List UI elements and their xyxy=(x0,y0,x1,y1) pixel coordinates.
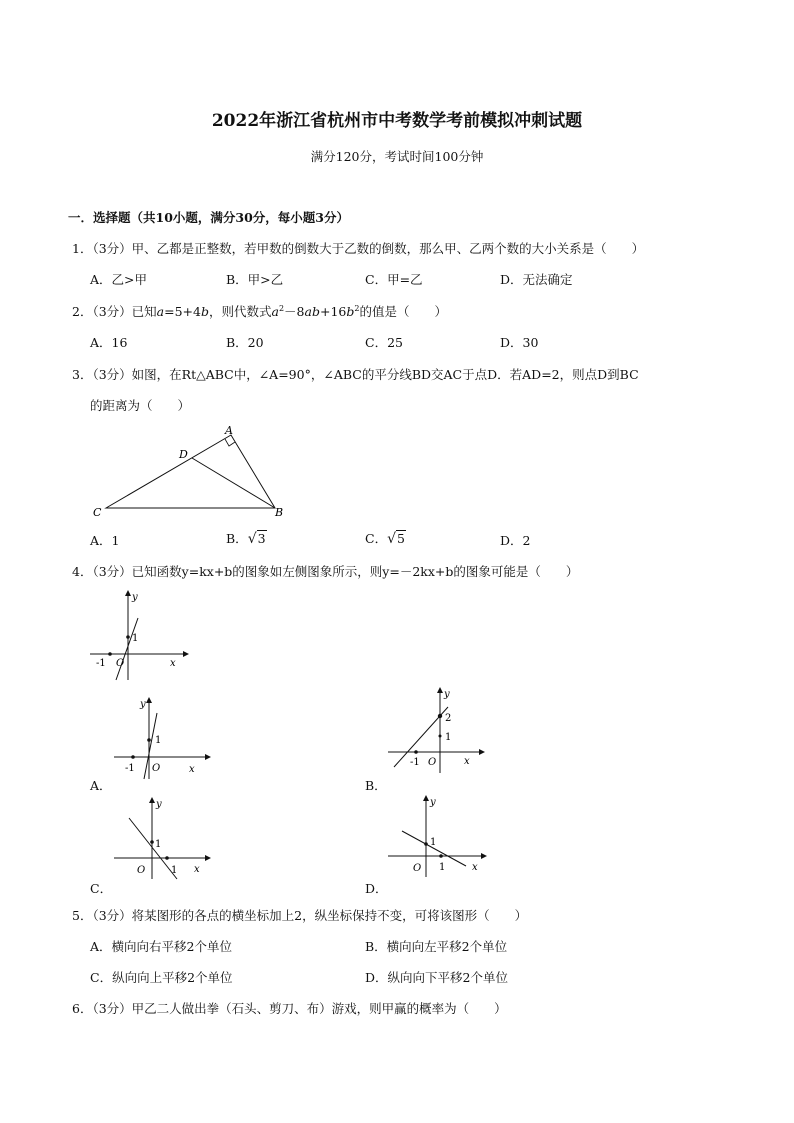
svg-text:O: O xyxy=(428,757,437,768)
svg-text:1: 1 xyxy=(445,732,452,743)
question-4-option-d[interactable]: D． xyxy=(365,881,388,896)
question-2-stem: 2．（3分）已知a=5+4b，则代数式$a^2-8ab+16b^2$的值是（ ） xyxy=(72,303,447,319)
line-y-kx-b xyxy=(116,618,138,680)
question-5-stem: 5．（3分）将某图形的各点的横坐标加上2，纵坐标保持不变，可将该图形（ ） xyxy=(72,908,528,923)
svg-text:O: O xyxy=(116,658,125,669)
svg-text:y: y xyxy=(132,592,138,603)
triangle-abc xyxy=(106,435,275,508)
svg-text:x: x xyxy=(464,756,470,767)
label-a: A xyxy=(225,424,233,437)
question-4-option-c[interactable]: C． xyxy=(90,881,113,896)
question-2-option-d[interactable]: D．30 xyxy=(500,335,539,350)
label-b: B xyxy=(275,506,284,519)
question-3-option-b[interactable]: B．√3 xyxy=(226,531,266,547)
question-2-option-b[interactable]: B．20 xyxy=(226,335,264,350)
svg-text:y: y xyxy=(444,689,450,700)
question-3-option-a[interactable]: A．1 xyxy=(90,533,120,548)
option-b-graph[interactable] xyxy=(386,685,486,775)
page-title: 2022年浙江省杭州市中考数学考前模拟冲刺试题 xyxy=(211,111,583,131)
svg-text:y: y xyxy=(430,797,436,808)
section-heading: 一．选择题（共10小题，满分30分，每小题3分） xyxy=(68,210,349,225)
sqrt-3: √3 xyxy=(247,531,266,547)
question-4-option-b[interactable]: B． xyxy=(365,778,387,793)
question-6-stem: 6．（3分）甲乙二人做出拳（石头、剪刀、布）游戏，则甲赢的概率为（ ） xyxy=(72,1001,507,1016)
svg-text:O: O xyxy=(413,863,422,874)
svg-text:x: x xyxy=(472,862,478,873)
option-c-graph[interactable] xyxy=(112,795,212,880)
question-3-stem-line1: 3．（3分）如图，在Rt△ABC中，∠A=90°，∠ABC的平分线BD交AC于点D．若AD=2，则点D到BC xyxy=(72,367,639,382)
svg-text:1: 1 xyxy=(171,865,178,876)
question-3-stem-line2: 的距离为（ ） xyxy=(90,398,191,413)
question-3-option-c[interactable]: C．√5 xyxy=(365,531,405,547)
reference-graph xyxy=(88,587,198,682)
question-1-option-c[interactable]: C．甲=乙 xyxy=(365,272,423,287)
option-a-graph[interactable] xyxy=(112,695,212,780)
svg-text:O: O xyxy=(137,865,146,876)
question-5-option-d[interactable]: D．纵向向下平移2个单位 xyxy=(365,970,508,985)
label-c: C xyxy=(93,506,102,519)
question-3-option-d[interactable]: D．2 xyxy=(500,533,531,548)
svg-text:1: 1 xyxy=(155,735,162,746)
question-2-option-c[interactable]: C．25 xyxy=(365,335,403,350)
sqrt-5: √5 xyxy=(387,531,405,547)
question-4-option-a[interactable]: A． xyxy=(90,778,112,793)
svg-text:1: 1 xyxy=(132,633,139,644)
svg-text:y: y xyxy=(140,699,146,710)
question-5-option-a[interactable]: A．横向向右平移2个单位 xyxy=(90,939,232,954)
svg-text:1: 1 xyxy=(155,839,162,850)
question-4-stem: 4．（3分）已知函数y=kx+b的图象如左侧图象所示，则y=－2kx+b的图象可能是（ ） xyxy=(72,564,579,579)
question-2-option-a[interactable]: A．16 xyxy=(90,335,128,350)
question-1-option-b[interactable]: B．甲>乙 xyxy=(226,272,284,287)
question-1-option-d[interactable]: D．无法确定 xyxy=(500,272,573,287)
svg-text:1: 1 xyxy=(430,837,437,848)
label-d: D xyxy=(179,448,188,461)
svg-text:O: O xyxy=(152,763,161,774)
svg-text:2: 2 xyxy=(445,713,452,724)
bisector-bd xyxy=(192,458,275,508)
page-subtitle: 满分120分，考试时间100分钟 xyxy=(310,149,484,164)
triangle-figure xyxy=(88,420,298,520)
svg-text:y: y xyxy=(156,799,162,810)
question-5-option-b[interactable]: B．横向向左平移2个单位 xyxy=(365,939,508,954)
svg-text:x: x xyxy=(194,864,200,875)
question-5-option-c[interactable]: C．纵向向上平移2个单位 xyxy=(90,970,233,985)
svg-text:-1: -1 xyxy=(125,763,135,774)
svg-text:-1: -1 xyxy=(96,658,106,669)
svg-text:x: x xyxy=(170,658,176,669)
svg-text:-1: -1 xyxy=(410,757,420,768)
svg-text:x: x xyxy=(189,764,195,775)
question-1-stem: 1．（3分）甲、乙都是正整数，若甲数的倒数大于乙数的倒数，那么甲、乙两个数的大小关系是（ ） xyxy=(72,241,645,256)
svg-text:1: 1 xyxy=(439,862,446,873)
option-d-graph[interactable] xyxy=(386,793,490,878)
question-1-option-a[interactable]: A．乙>甲 xyxy=(90,272,148,287)
